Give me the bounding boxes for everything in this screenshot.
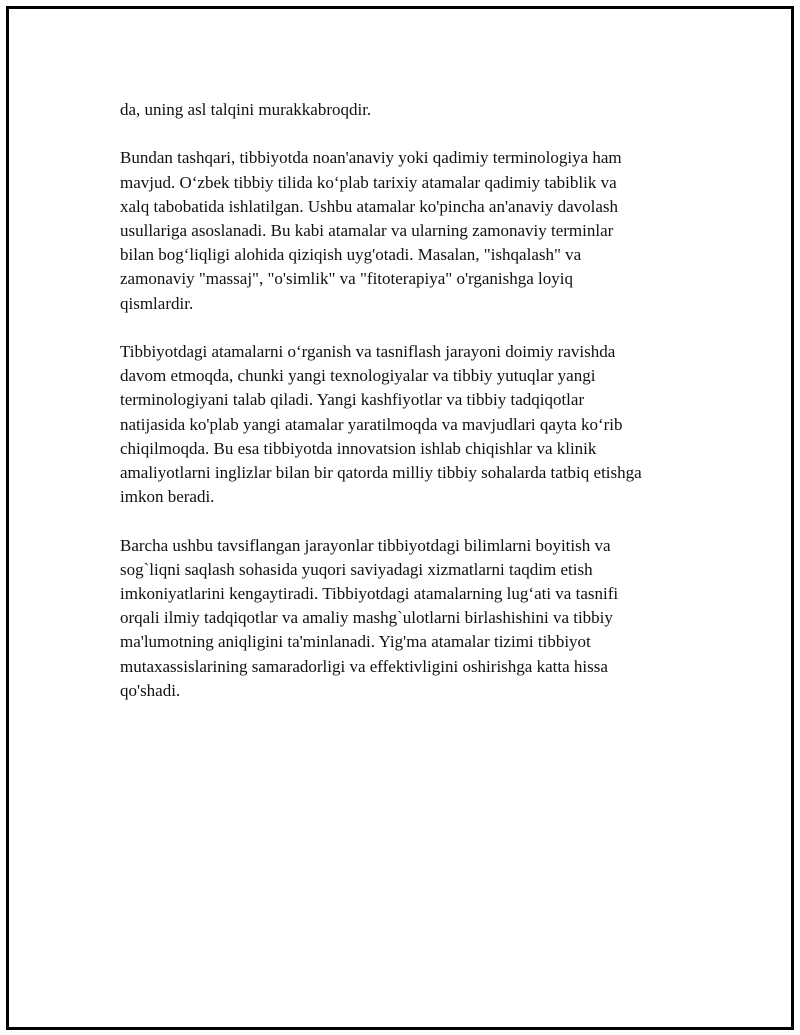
paragraph-4: Barcha ushbu tavsiflangan jarayonlar tibbiyotdagi bilimlarni boyitish va sog`liqni saqlash sohasida yuqori saviyadagi xizmatlarni taqdim etish imkoniyatlarini kengaytiradi. Tibbiyotdagi atamalarning lug‘ati va tasnifi orqali ilmiy tadqiqotlar va amaliy mashg`ulotlarni birlashishini va tibbiy ma'lumotning aniqligini ta'minlanadi. Yig'ma atamalar tizimi tibbiyot mutaxassislarining samaradorligi va effektivligini oshirishga katta hissa qo'shadi. <box>120 535 619 700</box>
paragraph-1: da, uning asl talqini murakkabroqdir. <box>120 100 372 119</box>
paragraph-3: Tibbiyotdagi atamalarni o‘rganish va tasniflash jarayoni doimiy ravishda davom etmoqda, chunki yangi texnologiyalar va tibbiy yutuqlar yangi terminologiyani talab qiladi. Yangi kashfiyotlar va tibbiy tadqiqotlar natijasida ko'plab yangi atamalar yaratilmoqda va mavjudlari qayta ko‘rib chiqilmoqda. Bu esa tibbiyotda innovatsion ishlab chiqishlar va klinik amaliyotlarni inglizlar bilan bir qatorda milliy tibbiy sohalarda tatbiq etishga imkon beradi. <box>120 342 642 507</box>
paragraph-2: Bundan tashqari, tibbiyotda noan'anaviy yoki qadimiy terminologiya ham mavjud. O‘zbek tibbiy tilida ko‘plab tarixiy atamalar qadimiy tabiblik va xalq tabobatida ishlatilgan. Ushbu atamalar ko'pincha an'anaviy davolash usullariga asoslanadi. Bu kabi atamalar va ularning zamonaviy terminlar bilan bog‘liqligi alohida qiziqish uyg'otadi. Masalan, "ishqalash" va zamonaviy "massaj", "o'simlik" va "fitoterapiya" o'rganishga loyiq qismlardir. <box>120 148 622 313</box>
document-body <box>120 98 700 727</box>
document-page <box>6 6 794 1030</box>
